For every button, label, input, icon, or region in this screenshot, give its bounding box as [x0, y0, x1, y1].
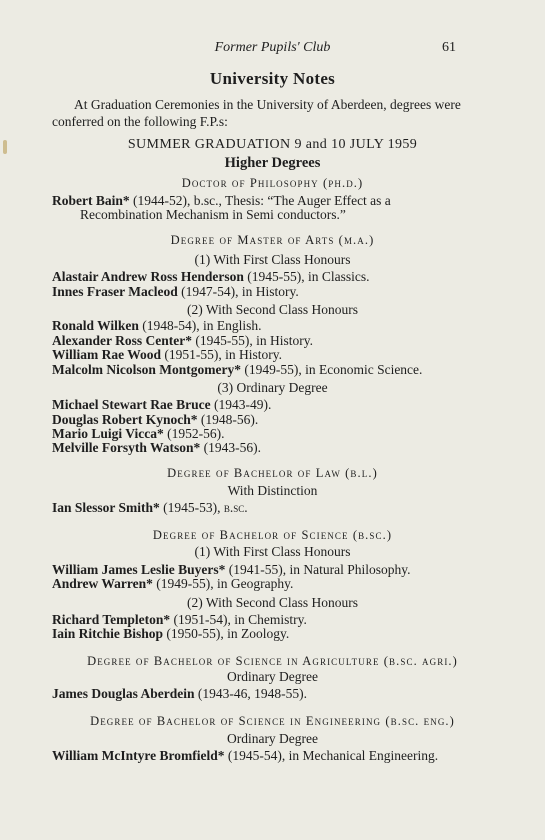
ma-first-class-heading: (1) With First Class Honours [194, 252, 351, 267]
bsc-second-class-heading: (2) With Second Class Honours [187, 595, 358, 610]
graduate-detail: (1949-55), in Economic Science. [240, 362, 423, 377]
graduate-name: William James Leslie Buyers* [52, 562, 226, 577]
list-item [52, 626, 289, 642]
graduate-detail: (1943-46, 1948-55). [194, 686, 307, 701]
graduate-name: Malcolm Nicolson Montgomery* [52, 362, 241, 377]
bl-sub-heading: With Distinction [227, 483, 318, 498]
bsc-heading: Degree of Bachelor of Science (b.sc.) [152, 528, 393, 542]
graduate-detail: (1948-56). [197, 412, 259, 427]
graduate-detail: (1945-54), in Mechanical Engineering. [224, 748, 439, 763]
ma-ordinary-heading: (3) Ordinary Degree [217, 380, 328, 395]
graduate-name: Robert Bain* [52, 193, 130, 208]
graduate-name: Michael Stewart Rae Bruce [52, 397, 211, 412]
graduate-name: Alexander Ross Center* [52, 333, 192, 348]
graduate-detail: (1948-54), in English. [138, 318, 262, 333]
list-item [52, 440, 261, 456]
graduate-detail: (1947-54), in History. [177, 284, 299, 299]
graduate-detail: (1945-55), in History. [191, 333, 313, 348]
graduate-name: Ian Slessor Smith* [52, 500, 160, 515]
phd-heading: Doctor of Philosophy (ph.d.) [181, 176, 364, 190]
higher-degrees-heading: Higher Degrees [224, 155, 321, 171]
graduate-detail: (1951-55), in History. [161, 347, 283, 362]
bsc-agri-heading: Degree of Bachelor of Science in Agriculture (b.sc. agri.) [87, 654, 458, 668]
graduate-name: Iain Ritchie Bishop [52, 626, 164, 641]
list-item [52, 500, 248, 516]
graduate-name: William Rae Wood [52, 347, 162, 362]
running-header-title: Former Pupils' Club [214, 40, 331, 55]
graduate-detail: (1951-54), in Chemistry. [170, 612, 307, 627]
page-number: 61 [442, 40, 456, 55]
graduate-detail: (1952-56). [163, 426, 225, 441]
bsc-first-class-heading: (1) With First Class Honours [194, 544, 351, 559]
graduate-name: James Douglas Aberdein [52, 686, 195, 701]
graduate-name: Mario Luigi Vicca* [52, 426, 164, 441]
list-item [52, 397, 271, 413]
list-item [52, 284, 299, 300]
list-item [52, 318, 262, 334]
graduate-detail: (1941-55), in Natural Philosophy. [225, 562, 411, 577]
graduate-name: Andrew Warren* [52, 576, 153, 591]
graduate-name: Ronald Wilken [52, 318, 139, 333]
ma-heading: Degree of Master of Arts (m.a.) [170, 233, 375, 247]
bl-heading: Degree of Bachelor of Law (b.l.) [167, 466, 378, 480]
graduate-detail: (1945-55), in Classics. [243, 269, 370, 284]
bsc-agri-sub-heading: Ordinary Degree [226, 669, 319, 684]
phd-entry-continued: Recombination Mechanism in Semi conductors.” [80, 207, 346, 222]
bsc-eng-sub-heading: Ordinary Degree [226, 731, 319, 746]
page-title: University Notes [209, 69, 336, 88]
list-item [52, 576, 293, 592]
graduate-detail: (1943-49). [210, 397, 272, 412]
graduate-name: Alastair Andrew Ross Henderson [52, 269, 244, 284]
graduate-detail: (1943-56). [200, 440, 261, 455]
graduate-detail: (1949-55), in Geography. [152, 576, 294, 591]
graduate-name: Innes Fraser Macleod [52, 284, 178, 299]
graduate-name: Richard Templeton* [52, 612, 171, 627]
ma-second-class-heading: (2) With Second Class Honours [187, 302, 358, 317]
list-item [52, 748, 438, 764]
graduate-name: Douglas Robert Kynoch* [52, 412, 198, 427]
intro-paragraph: At Graduation Ceremonies in the University of Aberdeen, degrees were conferred on the following F.P.s: [52, 97, 461, 129]
graduate-detail: (1945-53), [159, 500, 224, 515]
bsc-eng-heading: Degree of Bachelor of Science in Engineering (b.sc. eng.) [90, 714, 455, 728]
list-item [52, 686, 307, 702]
list-item [52, 362, 422, 378]
list-item [52, 347, 282, 363]
degree-suffix: b.sc. [223, 500, 248, 515]
graduation-heading: SUMMER GRADUATION 9 and 10 JULY 1959 [127, 137, 418, 152]
graduate-detail: (1944-52), b.sc., Thesis: “The Auger Effect as a [129, 193, 391, 208]
list-item [52, 269, 370, 285]
graduate-detail: (1950-55), in Zoology. [163, 626, 290, 641]
graduate-name: Melville Forsyth Watson* [52, 440, 201, 455]
graduate-name: William McIntyre Bromfield* [52, 748, 225, 763]
